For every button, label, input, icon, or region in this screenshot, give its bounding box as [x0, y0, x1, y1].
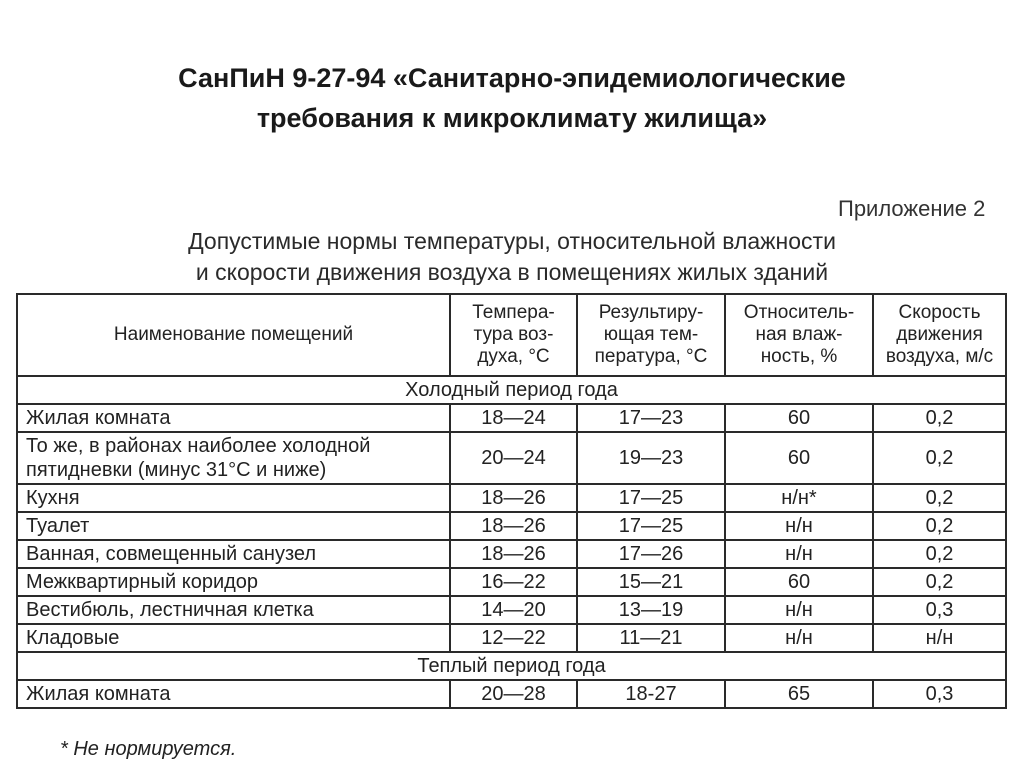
resulting-temperature-cell: 17—23: [577, 404, 725, 432]
header-line: Относитель-: [743, 302, 855, 323]
period-row-warm: [17, 652, 1006, 680]
resulting-temperature-cell: 17—26: [577, 540, 725, 568]
room-name-cell: [17, 432, 450, 484]
air-speed-cell: 0,2: [873, 484, 1006, 512]
room-name-line: Жилая комната: [26, 407, 171, 429]
period-row-cold: [17, 376, 1006, 404]
air-speed-cell: 0,2: [873, 404, 1006, 432]
table-row: [17, 404, 1006, 432]
period-label: Холодный период года: [17, 376, 1006, 404]
humidity-cell: 60: [725, 404, 873, 432]
table-row: [17, 484, 1006, 512]
humidity-cell: н/н: [725, 596, 873, 624]
table-row: [17, 596, 1006, 624]
footnote: * Не нормируется.: [60, 738, 237, 760]
air-temperature-cell: 20—28: [450, 680, 577, 708]
table-row: [17, 568, 1006, 596]
header-line: ющая тем-: [603, 324, 699, 345]
norms-table: [16, 293, 1007, 709]
header-line: духа, °С: [477, 346, 550, 367]
air-temperature-cell: 18—26: [450, 540, 577, 568]
table-body: [17, 376, 1006, 708]
room-name-cell: [17, 596, 450, 624]
air-speed-cell: 0,2: [873, 540, 1006, 568]
resulting-temperature-cell: 13—19: [577, 596, 725, 624]
slide-title-line: СанПиН 9-27-94 «Санитарно-эпидемиологические: [178, 63, 846, 93]
header-line: Темпера-: [472, 302, 555, 323]
header-line: движения: [896, 324, 983, 345]
air-speed-cell: н/н: [873, 624, 1006, 652]
header-line: пература, °С: [594, 346, 708, 367]
humidity-cell: н/н: [725, 512, 873, 540]
header-line: Результиру-: [598, 302, 704, 323]
humidity-cell: н/н: [725, 624, 873, 652]
air-temperature-cell: 14—20: [450, 596, 577, 624]
air-speed-cell: 0,3: [873, 596, 1006, 624]
air-temperature-cell: 12—22: [450, 624, 577, 652]
table-row: [17, 540, 1006, 568]
room-name-line: То же, в районах наиболее холодной: [26, 435, 371, 457]
air-temperature-cell: 18—24: [450, 404, 577, 432]
air-speed-cell: 0,2: [873, 568, 1006, 596]
header-room-name: Наименование помещений: [17, 294, 450, 376]
resulting-temperature-cell: 17—25: [577, 512, 725, 540]
table-header-row: [17, 294, 1006, 376]
appendix-label: Приложение 2: [838, 196, 986, 221]
table-caption: [0, 226, 1024, 288]
humidity-cell: н/н: [725, 540, 873, 568]
room-name-cell: [17, 568, 450, 596]
resulting-temperature-cell: 17—25: [577, 484, 725, 512]
slide-title-line: требования к микроклимату жилища»: [256, 103, 768, 133]
air-speed-cell: 0,2: [873, 432, 1006, 484]
room-name-cell: [17, 540, 450, 568]
room-name-cell: [17, 484, 450, 512]
slide-title: [0, 58, 1024, 138]
air-temperature-cell: 20—24: [450, 432, 577, 484]
header-line: воздуха, м/с: [885, 346, 994, 367]
resulting-temperature-cell: 15—21: [577, 568, 725, 596]
table-row: [17, 624, 1006, 652]
room-name-line: Жилая комната: [26, 683, 171, 705]
header-air-temperature: [450, 294, 577, 376]
room-name-cell: [17, 512, 450, 540]
room-name-line: Межквартирный коридор: [26, 571, 259, 593]
humidity-cell: 60: [725, 568, 873, 596]
humidity-cell: н/н*: [725, 484, 873, 512]
table-caption-line: и скорости движения воздуха в помещениях жилых зданий: [195, 259, 829, 285]
room-name-cell: [17, 680, 450, 708]
air-speed-cell: 0,3: [873, 680, 1006, 708]
resulting-temperature-cell: 11—21: [577, 624, 725, 652]
air-temperature-cell: 18—26: [450, 484, 577, 512]
room-name-cell: [17, 624, 450, 652]
header-line: тура воз-: [473, 324, 554, 345]
header-relative-humidity: [725, 294, 873, 376]
room-name-line: Туалет: [26, 515, 90, 537]
table-caption-line: Допустимые нормы температуры, относительной влажности: [188, 228, 836, 254]
room-name-line: Ванная, совмещенный санузел: [26, 543, 317, 565]
header-line: Скорость: [898, 302, 981, 323]
air-temperature-cell: 18—26: [450, 512, 577, 540]
header-line: ность, %: [760, 346, 838, 367]
room-name-line: пятидневки (минус 31°С и ниже): [26, 459, 327, 481]
header-line: ная влаж-: [755, 324, 843, 345]
humidity-cell: 60: [725, 432, 873, 484]
table-row: [17, 680, 1006, 708]
air-speed-cell: 0,2: [873, 512, 1006, 540]
resulting-temperature-cell: 18-27: [577, 680, 725, 708]
period-label: Теплый период года: [17, 652, 1006, 680]
room-name-line: Вестибюль, лестничная клетка: [26, 599, 314, 621]
air-temperature-cell: 16—22: [450, 568, 577, 596]
resulting-temperature-cell: 19—23: [577, 432, 725, 484]
humidity-cell: 65: [725, 680, 873, 708]
header-air-speed: [873, 294, 1006, 376]
room-name-line: Кладовые: [26, 627, 120, 649]
header-resulting-temperature: [577, 294, 725, 376]
table-row: [17, 432, 1006, 484]
table-row: [17, 512, 1006, 540]
room-name-line: Кухня: [26, 487, 80, 509]
room-name-cell: [17, 404, 450, 432]
